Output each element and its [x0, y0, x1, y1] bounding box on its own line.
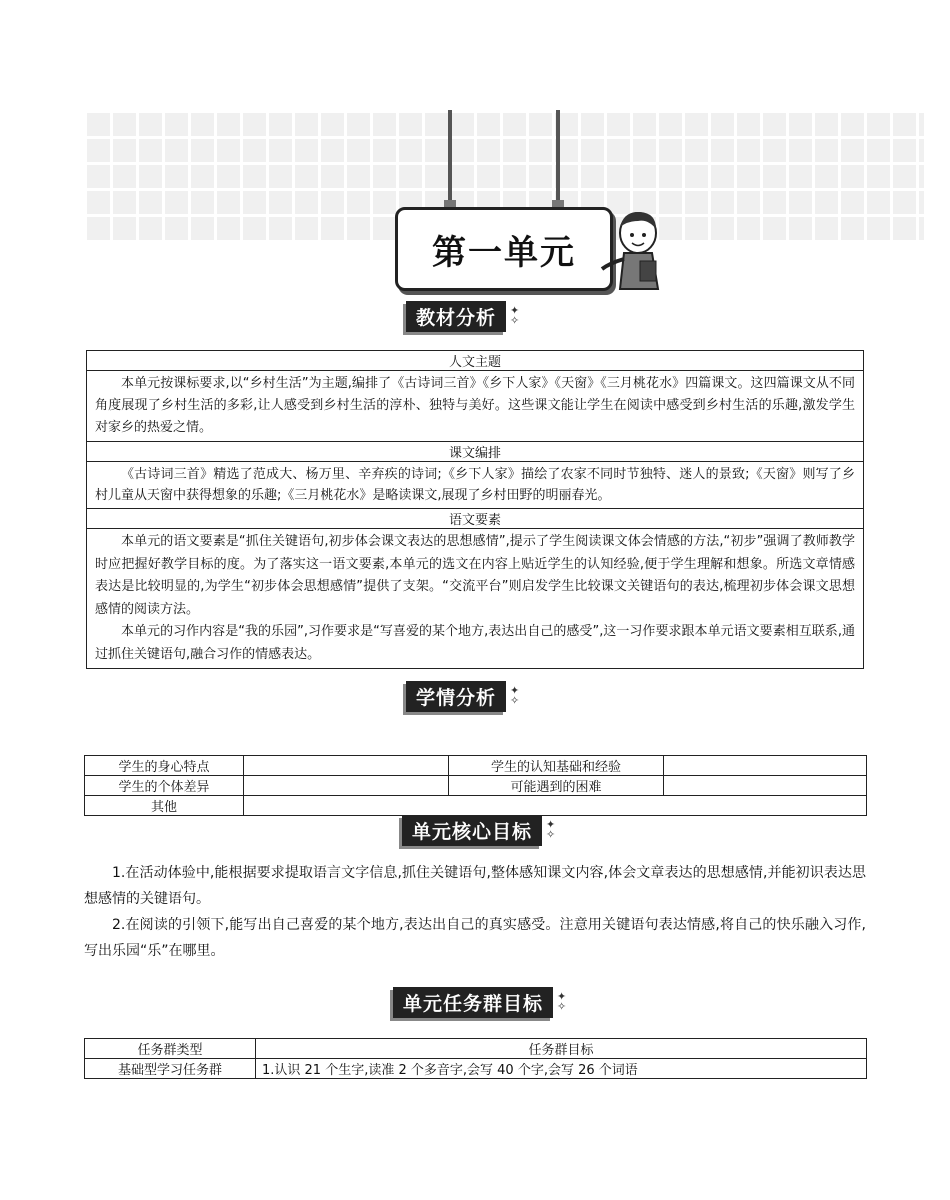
cognitive-basis-value	[664, 756, 867, 776]
elements-cell	[87, 529, 864, 669]
textbook-analysis-table	[86, 350, 864, 669]
physical-mental-value	[244, 756, 449, 776]
other-value	[244, 796, 867, 816]
learning-analysis-table	[84, 755, 867, 816]
other-label: 其他	[85, 796, 244, 816]
section-label: 单元核心目标	[402, 815, 542, 846]
task-group-table	[84, 1038, 867, 1079]
unit-title: 第一单元	[395, 207, 613, 291]
col-goal-header: 任务群目标	[256, 1039, 867, 1059]
section-learning-analysis	[406, 682, 519, 710]
core-goal-item: 1.在活动体验中,能根据要求提取语言文字信息,抓住关键语句,整体感知课文内容,体会文章表达的思想感情,并能初识表达思想感情的关键语句。	[84, 865, 866, 907]
row-goal: 1.认识 21 个生字,读准 2 个多音字,会写 40 个字,会写 26 个词语	[256, 1059, 867, 1079]
physical-mental-label: 学生的身心特点	[85, 756, 244, 776]
individual-diff-value	[244, 776, 449, 796]
difficulties-value	[664, 776, 867, 796]
elements-header: 语文要素	[87, 509, 864, 529]
cognitive-basis-label: 学生的认知基础和经验	[449, 756, 664, 776]
theme-cell	[87, 371, 864, 442]
col-type-header: 任务群类型	[85, 1039, 256, 1059]
section-task-goals	[393, 988, 566, 1016]
difficulties-label: 可能遇到的困难	[449, 776, 664, 796]
theme-header: 人文主题	[87, 351, 864, 371]
theme-text: 本单元按课标要求,以“乡村生活”为主题,编排了《古诗词三首》《乡下人家》《天窗》《三月桃花水》四篇课文。这四篇课文从不同角度展现了乡村生活的多彩,让人感受到乡村生活的淳朴、独特与美好。这些课文能让学生在阅读中感受到乡村生活的乐趣,激发学生对家乡的热爱之情。	[95, 376, 855, 435]
hanging-rope-right	[556, 110, 560, 208]
section-core-goals	[402, 816, 555, 844]
sparkle-icon: ✦ ✧	[510, 304, 520, 327]
core-goal-item: 2.在阅读的引领下,能写出自己喜爱的某个地方,表达出自己的真实感受。注意用关键语句表达情感,将自己的快乐融入习作,写出乐园“乐”在哪里。	[84, 917, 866, 959]
section-textbook-analysis	[406, 302, 519, 330]
section-label: 教材分析	[406, 301, 506, 332]
hanging-rope-left	[448, 110, 452, 208]
sparkle-icon: ✦ ✧	[510, 684, 520, 707]
arrangement-text: 《古诗词三首》精选了范成大、杨万里、辛弃疾的诗词;《乡下人家》描绘了农家不同时节独特、迷人的景致;《天窗》则写了乡村儿童从天窗中获得想象的乐趣;《三月桃花水》是略读课文,展现了乡村田野的明丽春光。	[95, 467, 855, 503]
sparkle-icon: ✦ ✧	[557, 990, 567, 1013]
elements-text-2: 本单元的习作内容是“我的乐园”,习作要求是“写喜爱的某个地方,表达出自己的感受”,这一习作要求跟本单元语文要素相互联系,通过抓住关键语句,融合习作的情感表达。	[95, 624, 855, 662]
section-label: 学情分析	[406, 681, 506, 712]
elements-text-1: 本单元的语文要素是“抓住关键语句,初步体会课文表达的思想感情”,提示了学生阅读课文体会情感的方法,“初步”强调了教师教学时应把握好教学目标的度。为了落实这一语文要素,本单元的选文在内容上贴近学生的认知经验,便于学生理解和想象。所选文章情感表达是比较明显的,为学生“初步体会思想感情”提供了支架。“交流平台”则启发学生比较课文关键语句的表达,梳理初步体会课文思想感情的阅读方法。	[95, 534, 855, 617]
section-label: 单元任务群目标	[393, 987, 553, 1018]
core-goals-list	[84, 860, 866, 964]
arrangement-header: 课文编排	[87, 442, 864, 462]
row-type: 基础型学习任务群	[85, 1059, 256, 1079]
arrangement-cell	[87, 462, 864, 509]
individual-diff-label: 学生的个体差异	[85, 776, 244, 796]
student-character-icon	[598, 205, 668, 290]
sparkle-icon: ✦ ✧	[546, 818, 556, 841]
